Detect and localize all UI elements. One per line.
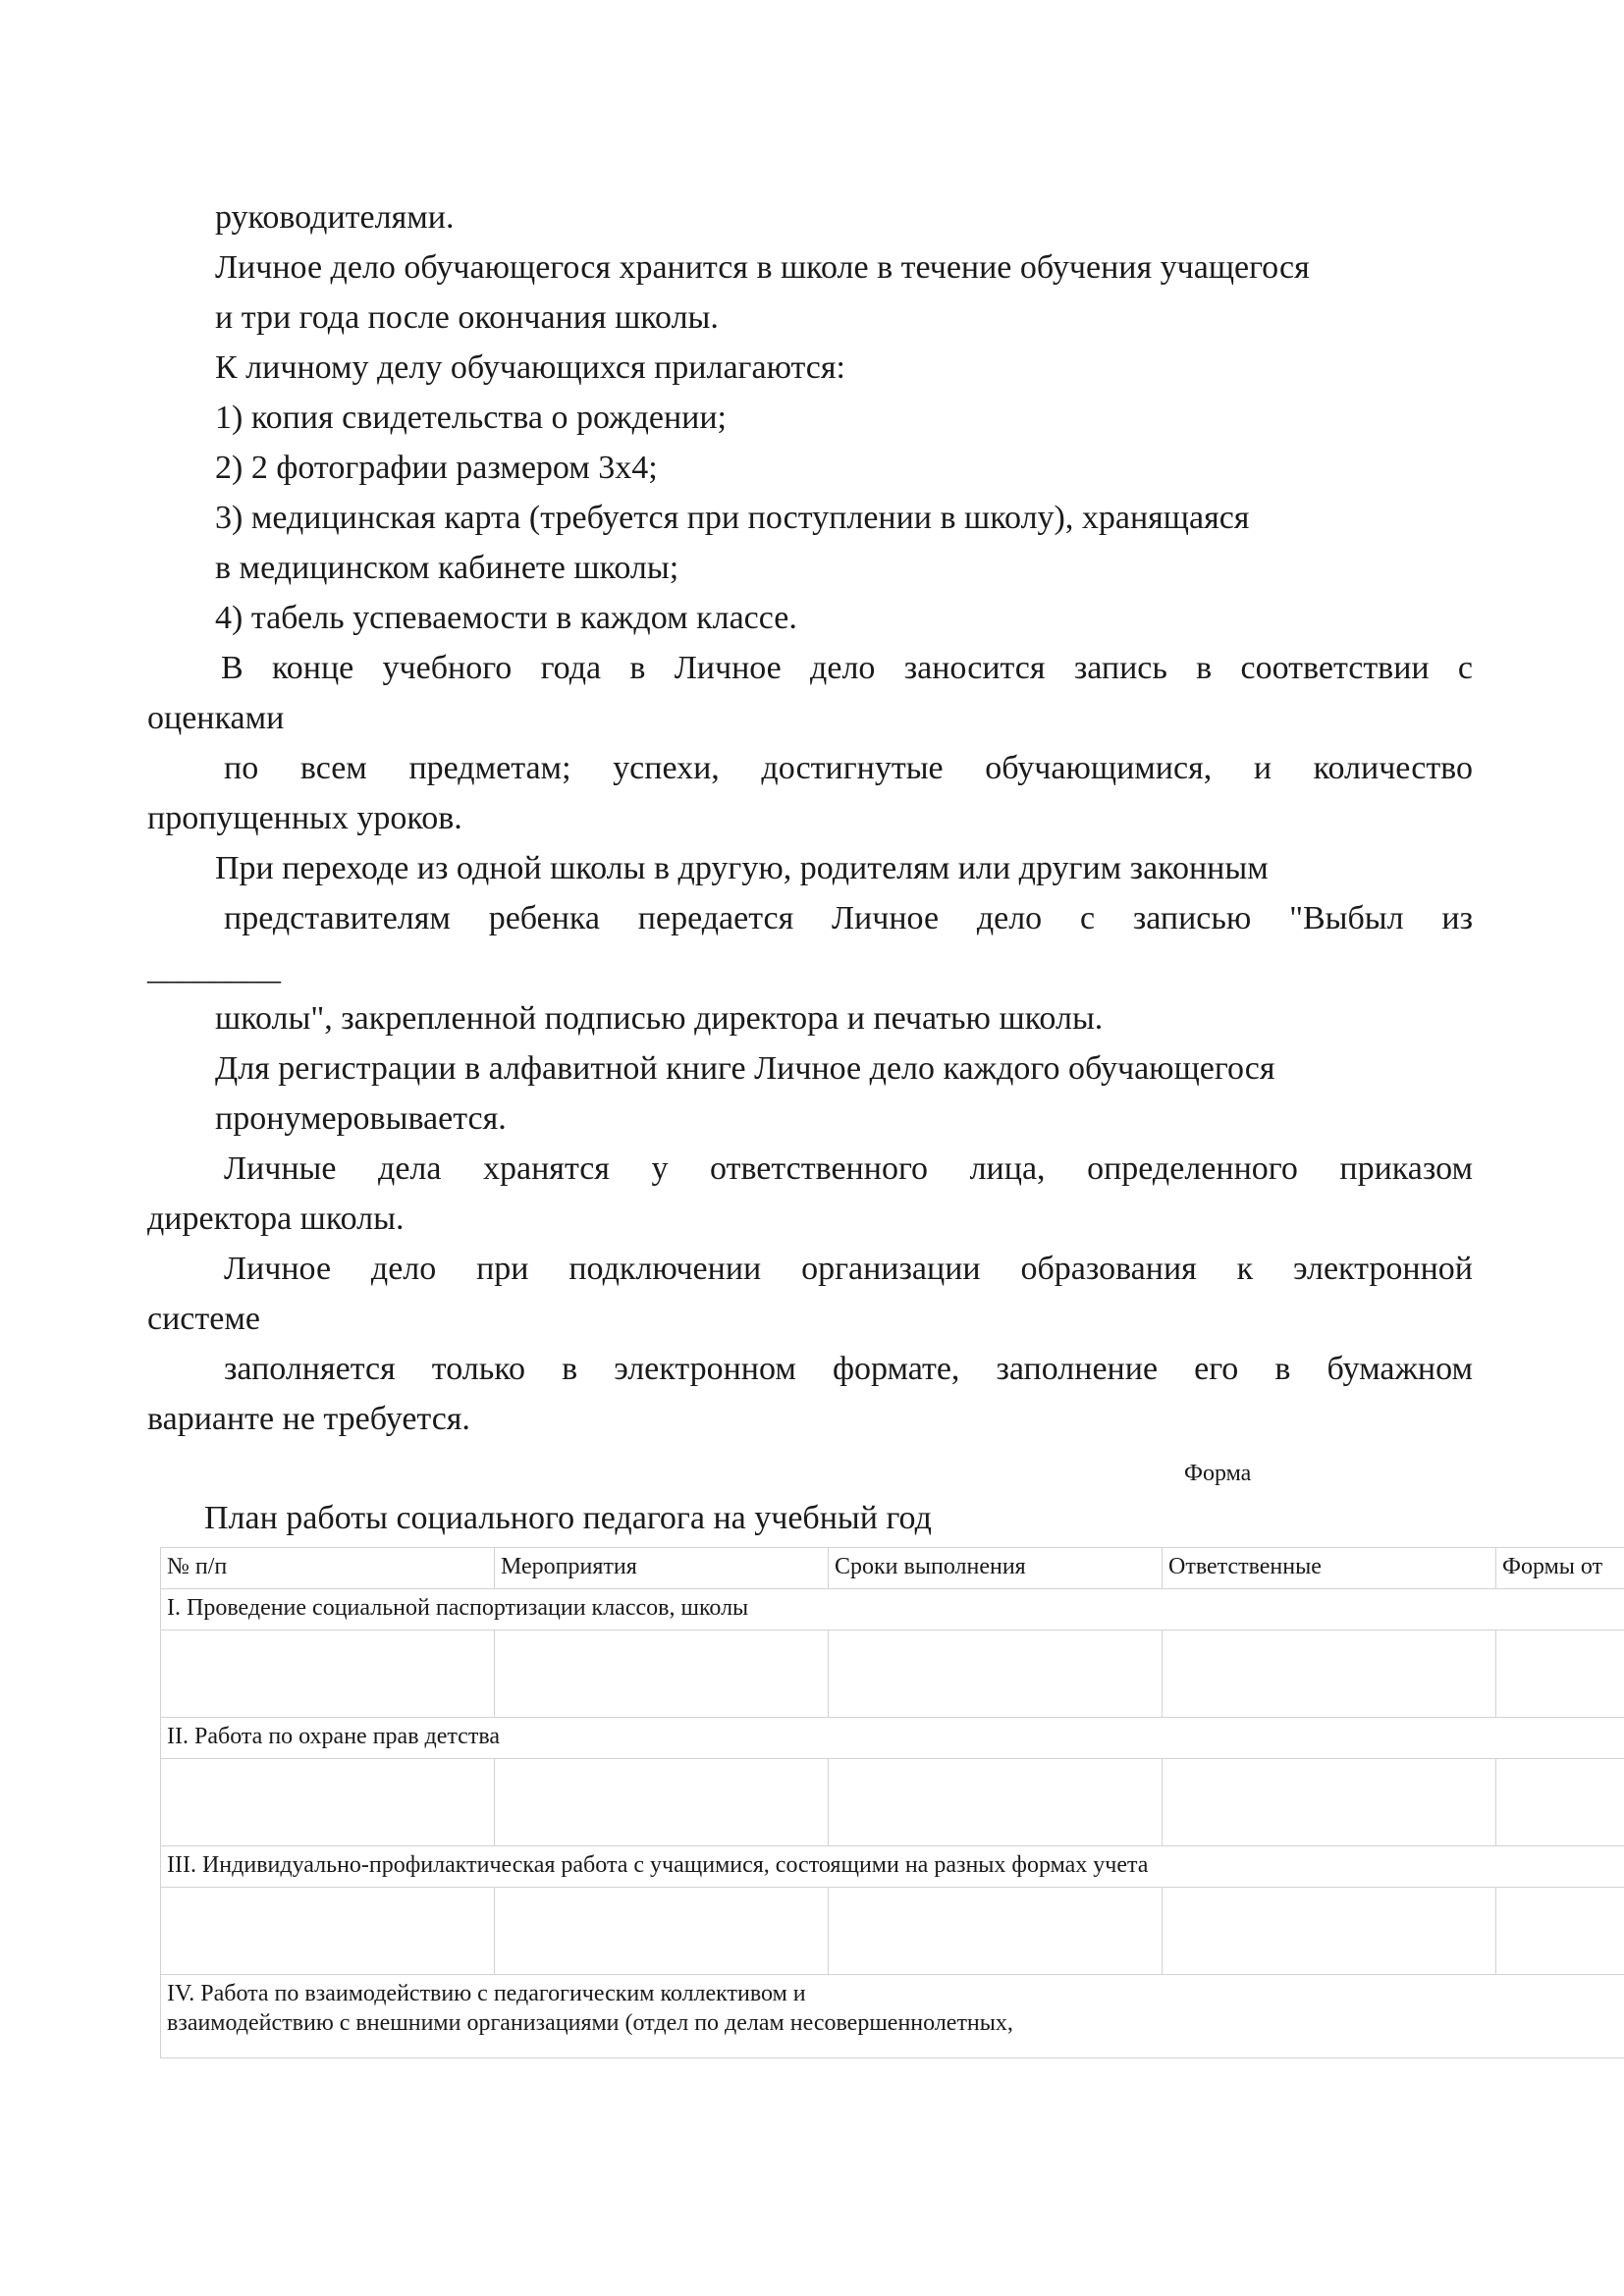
table-section-row [161,1975,1624,2058]
paragraph-line: При переходе из одной школы в другую, родителям или другим законным [215,850,1269,886]
list-item: 3) медицинская карта (требуется при поступлении в школу), хранящаяся [215,500,1250,536]
section-heading: II. Работа по охране прав детства [161,1718,1624,1759]
section-heading: I. Проведение социальной паспортизации классов, школы [161,1589,1624,1630]
paragraph-line: заполняется только в электронном формате, заполнение его в бумажном [224,1351,1473,1387]
section-heading [161,1975,1624,2058]
table-cell [1496,1888,1624,1975]
table-cell [161,1759,495,1846]
list-item: в медицинском кабинете школы; [215,550,679,586]
table-row [161,1888,1624,1975]
paragraph-line: системе [147,1301,260,1337]
paragraph-line: представителям ребенка передается Личное дело с записью "Выбыл из [224,900,1473,936]
header-cell-activities: Мероприятия [495,1548,829,1589]
paragraph-line: руководителями. [215,199,455,236]
table-cell [829,1888,1163,1975]
header-cell-number: № п/п [161,1548,495,1589]
list-item: 2) 2 фотографии размером 3х4; [215,450,658,486]
table-row [161,1759,1624,1846]
paragraph-line: оценками [147,700,285,736]
table-cell [829,1759,1163,1846]
table-cell [1496,1759,1624,1846]
section-heading-line: IV. Работа по взаимодействию с педагогическим коллективом и [167,1981,806,2006]
paragraph-line: Для регистрации в алфавитной книге Личное дело каждого обучающегося [215,1050,1275,1087]
table-cell [1496,1630,1624,1718]
form-label: Форма [1184,1461,1252,1486]
section-heading: III. Индивидуально-профилактическая работа с учащимися, состоящими на разных формах учета [161,1846,1624,1888]
paragraph-line: и три года после окончания школы. [215,299,719,336]
table-header-row [161,1548,1624,1589]
paragraph-line: В конце учебного года в Личное дело заносится запись в соответствии с [221,650,1473,686]
table-section-row [161,1589,1624,1630]
paragraph-line: Личные дела хранятся у ответственного лица, определенного приказом [224,1150,1473,1187]
paragraph-line: К личному делу обучающихся прилагаются: [215,349,845,386]
paragraph-line: директора школы. [147,1201,405,1237]
section-heading-line: взаимодействию с внешними организациями (отдел по делам несовершеннолетных, [167,2010,1013,2036]
table-cell [1163,1888,1496,1975]
table-section-row [161,1846,1624,1888]
header-cell-report-forms: Формы от [1496,1548,1624,1589]
paragraph-line: школы", закрепленной подписью директора и печатью школы. [215,1000,1104,1037]
paragraph-line: пронумеровывается. [215,1100,507,1137]
plan-table [160,1547,1624,2058]
list-item: 4) табель успеваемости в каждом классе. [215,600,797,636]
table-cell [829,1630,1163,1718]
table-row [161,1630,1624,1718]
table-cell [495,1888,829,1975]
header-cell-responsible: Ответственные [1163,1548,1496,1589]
table-cell [1163,1759,1496,1846]
table-section-row [161,1718,1624,1759]
paragraph-line: Личное дело обучающегося хранится в школе в течение обучения учащегося [215,249,1310,286]
paragraph-line: по всем предметам; успехи, достигнутые обучающимися, и количество [224,750,1473,786]
table-cell [495,1630,829,1718]
plan-title: План работы социального педагога на учебный год [204,1500,932,1536]
paragraph-line: варианте не требуется. [147,1401,470,1437]
header-cell-deadlines: Сроки выполнения [829,1548,1163,1589]
paragraph-line: пропущенных уроков. [147,800,462,836]
table-cell [1163,1630,1496,1718]
table-cell [161,1630,495,1718]
list-item: 1) копия свидетельства о рождении; [215,400,728,436]
table-cell [495,1759,829,1846]
table-cell [161,1888,495,1975]
underline-blank: ________ [147,950,281,987]
paragraph-line: Личное дело при подключении организации образования к электронной [224,1251,1473,1287]
